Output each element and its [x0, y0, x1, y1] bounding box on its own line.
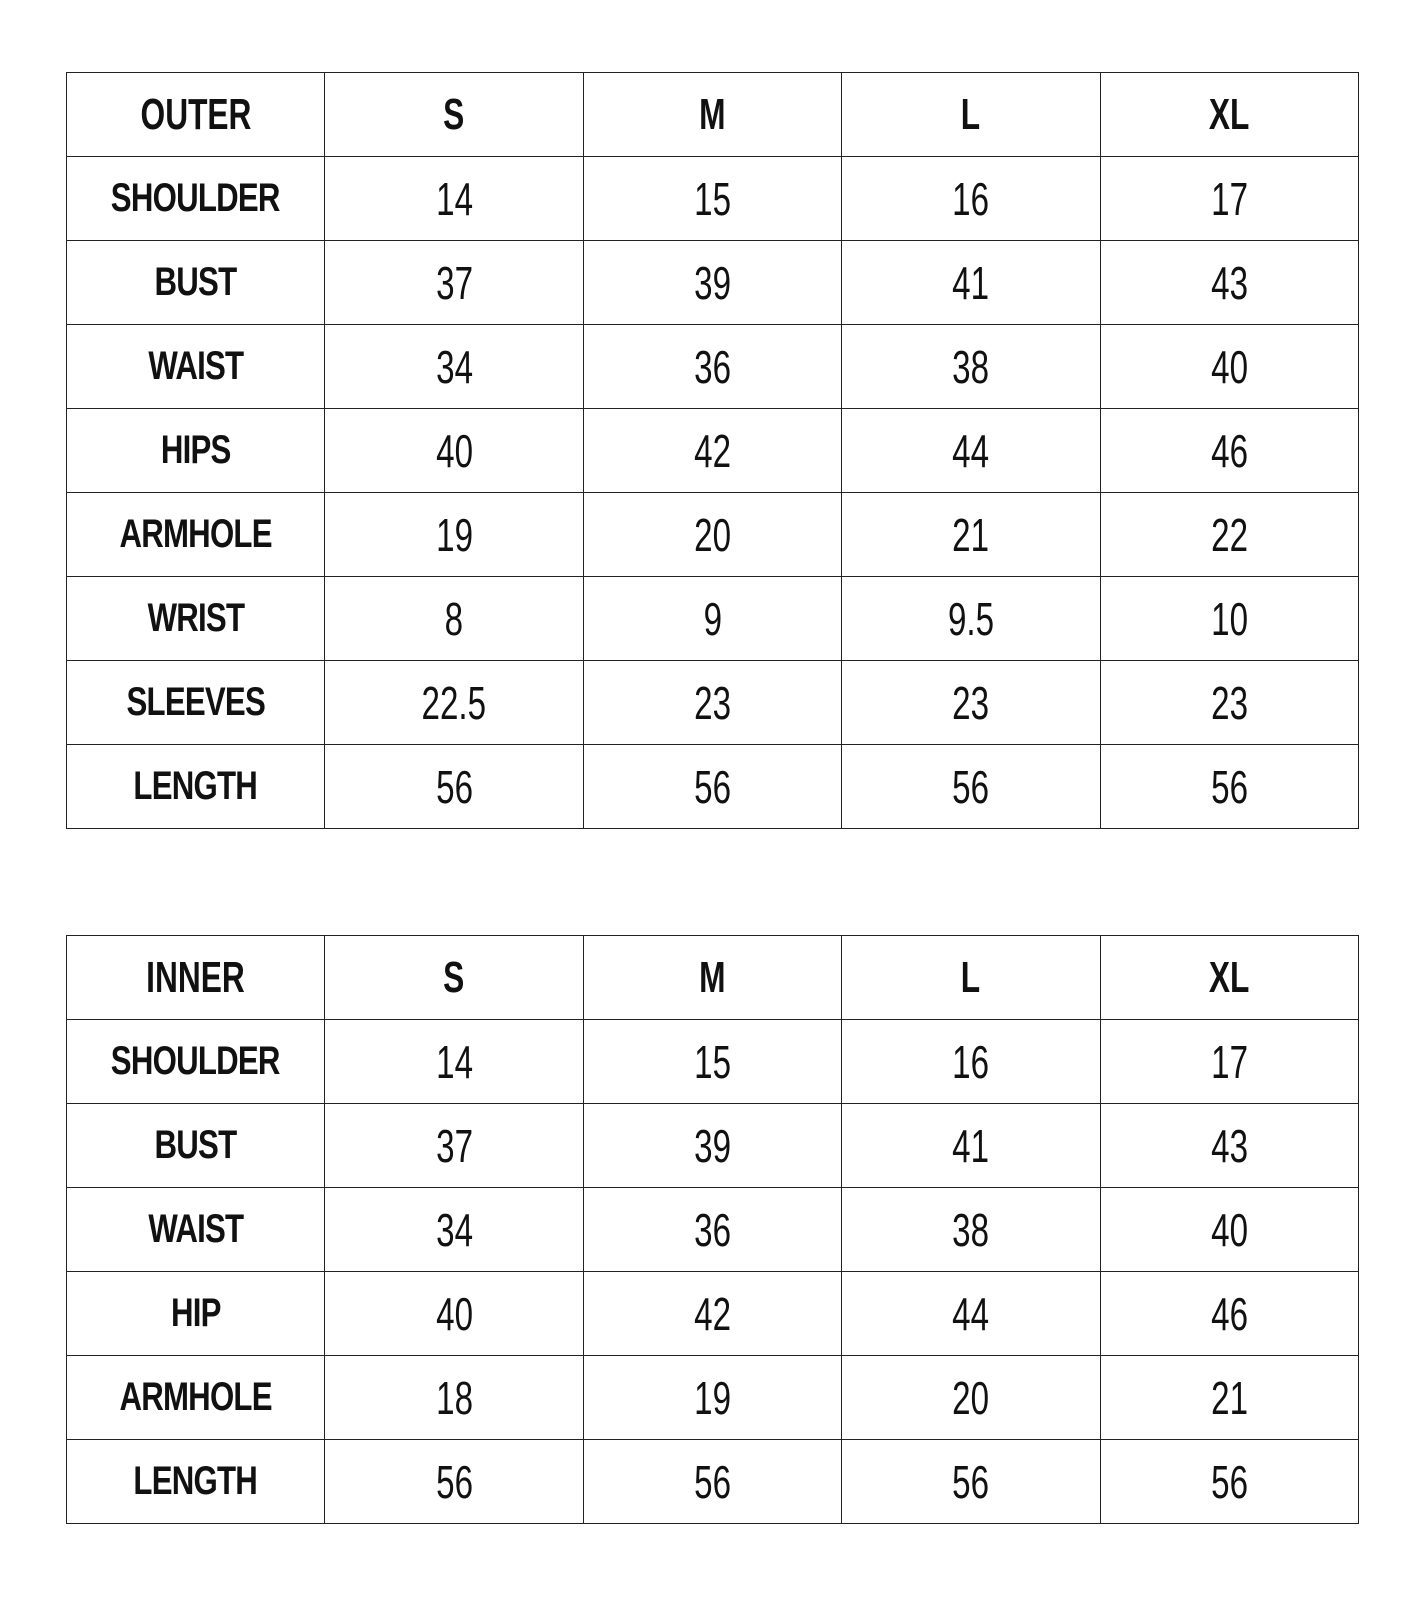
measurement-label-cell [67, 1440, 325, 1524]
measurement-label-cell [67, 325, 325, 409]
table-row [67, 1020, 1359, 1104]
table-row [67, 577, 1359, 661]
measurement-value: 56 [694, 760, 731, 813]
table-row [67, 745, 1359, 829]
table-row [67, 409, 1359, 493]
measurement-value-cell [842, 493, 1100, 577]
measurement-value-cell [583, 1356, 841, 1440]
measurement-value: 41 [952, 1119, 990, 1172]
measurement-label-cell [67, 745, 325, 829]
measurement-label: LENGTH [133, 764, 258, 808]
measurement-value-cell [1100, 745, 1358, 829]
table-row [67, 1272, 1359, 1356]
measurement-value: 16 [952, 172, 990, 225]
size-header-label: M [699, 89, 726, 139]
measurement-value-cell [325, 157, 583, 241]
measurement-value: 34 [435, 340, 473, 393]
table-row [67, 493, 1359, 577]
measurement-value: 56 [952, 1455, 990, 1508]
measurement-value-cell [325, 1272, 583, 1356]
size-header-label: L [961, 89, 981, 139]
measurement-value: 43 [1210, 1119, 1248, 1172]
measurement-value-cell [325, 745, 583, 829]
measurement-label: SHOULDER [111, 1039, 281, 1083]
size-header-label: S [443, 952, 465, 1002]
measurement-value: 16 [952, 1035, 990, 1088]
measurement-value-cell [583, 493, 841, 577]
measurement-value-cell [583, 409, 841, 493]
measurement-value: 10 [1210, 592, 1248, 645]
measurement-label: WAIST [148, 344, 244, 388]
measurement-label: BUST [154, 260, 237, 304]
measurement-value: 17 [1210, 1035, 1248, 1088]
inner-size-table [66, 935, 1359, 1524]
measurement-value: 23 [952, 676, 990, 729]
table-title-cell [67, 936, 325, 1020]
measurement-value: 9 [703, 592, 722, 645]
measurement-value-cell [1100, 157, 1358, 241]
measurement-value: 46 [1210, 424, 1248, 477]
measurement-value: 40 [435, 1287, 473, 1340]
measurement-value-cell [583, 1188, 841, 1272]
outer-size-table [66, 72, 1359, 829]
measurement-value-cell [1100, 409, 1358, 493]
measurement-value-cell [325, 409, 583, 493]
measurement-value-cell [1100, 577, 1358, 661]
measurement-value-cell [325, 493, 583, 577]
measurement-value-cell [842, 241, 1100, 325]
measurement-value-cell [842, 577, 1100, 661]
header-row [67, 936, 1359, 1020]
measurement-value-cell [325, 1104, 583, 1188]
measurement-value: 42 [694, 1287, 731, 1340]
measurement-value-cell [325, 325, 583, 409]
measurement-value: 37 [435, 1119, 473, 1172]
measurement-value: 56 [1210, 760, 1248, 813]
measurement-label-cell [67, 1272, 325, 1356]
measurement-value: 15 [694, 1035, 731, 1088]
measurement-value: 56 [952, 760, 990, 813]
measurement-label: SHOULDER [111, 176, 281, 220]
measurement-value-cell [583, 1104, 841, 1188]
measurement-value-cell [842, 1272, 1100, 1356]
measurement-value: 41 [952, 256, 990, 309]
measurement-value-cell [583, 157, 841, 241]
measurement-label: WRIST [147, 596, 244, 640]
measurement-value: 36 [694, 340, 731, 393]
measurement-value-cell [583, 1440, 841, 1524]
measurement-value-cell [583, 577, 841, 661]
measurement-value: 34 [435, 1203, 473, 1256]
measurement-value-cell [325, 577, 583, 661]
header-row [67, 73, 1359, 157]
measurement-value-cell [325, 1188, 583, 1272]
measurement-value: 38 [952, 340, 990, 393]
table-row [67, 661, 1359, 745]
measurement-value-cell [583, 241, 841, 325]
measurement-value-cell [842, 661, 1100, 745]
measurement-label-cell [67, 1356, 325, 1440]
measurement-value-cell [583, 325, 841, 409]
table-title: OUTER [140, 89, 252, 139]
table-title-cell [67, 73, 325, 157]
measurement-label: LENGTH [133, 1459, 258, 1503]
measurement-value-cell [842, 745, 1100, 829]
table-row [67, 325, 1359, 409]
measurement-value: 21 [1210, 1371, 1248, 1424]
measurement-label-cell [67, 661, 325, 745]
size-header-cell [1100, 936, 1358, 1020]
measurement-label-cell [67, 241, 325, 325]
measurement-value: 23 [1210, 676, 1248, 729]
measurement-value-cell [325, 1356, 583, 1440]
measurement-value: 40 [1210, 340, 1248, 393]
measurement-label: ARMHOLE [119, 1375, 272, 1419]
measurement-value-cell [842, 1440, 1100, 1524]
measurement-value: 20 [952, 1371, 990, 1424]
measurement-value-cell [842, 1104, 1100, 1188]
size-header-cell [842, 936, 1100, 1020]
size-header-cell [842, 73, 1100, 157]
measurement-value: 44 [952, 424, 990, 477]
size-header-cell [583, 73, 841, 157]
measurement-value-cell [583, 1272, 841, 1356]
size-header-label: S [443, 89, 465, 139]
size-header-label: XL [1209, 89, 1250, 139]
table-row [67, 1440, 1359, 1524]
measurement-value: 19 [694, 1371, 731, 1424]
size-header-cell [325, 936, 583, 1020]
measurement-value-cell [325, 661, 583, 745]
measurement-value: 36 [694, 1203, 731, 1256]
measurement-value-cell [842, 1356, 1100, 1440]
measurement-value-cell [583, 661, 841, 745]
measurement-value-cell [842, 157, 1100, 241]
table-row [67, 1188, 1359, 1272]
measurement-label: WAIST [148, 1207, 244, 1251]
table-row [67, 1104, 1359, 1188]
measurement-value-cell [1100, 1356, 1358, 1440]
measurement-value: 23 [694, 676, 731, 729]
measurement-value-cell [1100, 1272, 1358, 1356]
size-header-label: L [961, 952, 981, 1002]
size-header-cell [583, 936, 841, 1020]
measurement-value: 19 [435, 508, 473, 561]
measurement-value: 21 [952, 508, 990, 561]
size-header-cell [325, 73, 583, 157]
measurement-value-cell [583, 745, 841, 829]
measurement-label-cell [67, 1104, 325, 1188]
measurement-label-cell [67, 493, 325, 577]
measurement-value-cell [1100, 325, 1358, 409]
measurement-value-cell [325, 1020, 583, 1104]
measurement-value: 9.5 [947, 592, 994, 645]
measurement-value: 14 [435, 1035, 473, 1088]
measurement-value: 56 [435, 1455, 473, 1508]
measurement-value-cell [1100, 661, 1358, 745]
measurement-value-cell [842, 1188, 1100, 1272]
measurement-value-cell [325, 1440, 583, 1524]
measurement-label-cell [67, 1020, 325, 1104]
measurement-value: 17 [1210, 172, 1248, 225]
measurement-value-cell [1100, 241, 1358, 325]
measurement-value: 40 [1210, 1203, 1248, 1256]
measurement-label-cell [67, 577, 325, 661]
measurement-value: 39 [694, 1119, 731, 1172]
measurement-label-cell [67, 157, 325, 241]
size-header-label: XL [1209, 952, 1250, 1002]
measurement-label: SLEEVES [126, 680, 265, 724]
measurement-value: 44 [952, 1287, 990, 1340]
measurement-value: 37 [435, 256, 473, 309]
measurement-value-cell [1100, 1020, 1358, 1104]
measurement-value-cell [842, 409, 1100, 493]
measurement-value: 42 [694, 424, 731, 477]
size-header-cell [1100, 73, 1358, 157]
measurement-value-cell [583, 1020, 841, 1104]
table-row [67, 241, 1359, 325]
measurement-value: 20 [694, 508, 731, 561]
size-header-label: M [699, 952, 726, 1002]
measurement-label: HIPS [160, 428, 231, 472]
measurement-value: 15 [694, 172, 731, 225]
measurement-value: 43 [1210, 256, 1248, 309]
measurement-value-cell [1100, 493, 1358, 577]
measurement-value: 39 [694, 256, 731, 309]
measurement-value: 8 [444, 592, 464, 645]
measurement-label-cell [67, 1188, 325, 1272]
table-row [67, 157, 1359, 241]
measurement-value: 56 [1210, 1455, 1248, 1508]
measurement-label: ARMHOLE [119, 512, 272, 556]
measurement-value-cell [1100, 1440, 1358, 1524]
measurement-label-cell [67, 409, 325, 493]
measurement-label: BUST [154, 1123, 237, 1167]
measurement-label: HIP [170, 1291, 221, 1335]
measurement-value: 56 [694, 1455, 731, 1508]
table-row [67, 1356, 1359, 1440]
table-title: INNER [146, 952, 245, 1002]
measurement-value: 18 [435, 1371, 473, 1424]
measurement-value-cell [1100, 1188, 1358, 1272]
measurement-value: 38 [952, 1203, 990, 1256]
measurement-value-cell [1100, 1104, 1358, 1188]
measurement-value: 56 [435, 760, 473, 813]
measurement-value: 46 [1210, 1287, 1248, 1340]
measurement-value: 14 [435, 172, 473, 225]
measurement-value: 40 [435, 424, 473, 477]
measurement-value: 22.5 [421, 676, 487, 729]
measurement-value-cell [842, 1020, 1100, 1104]
measurement-value: 22 [1210, 508, 1248, 561]
measurement-value-cell [842, 325, 1100, 409]
measurement-value-cell [325, 241, 583, 325]
